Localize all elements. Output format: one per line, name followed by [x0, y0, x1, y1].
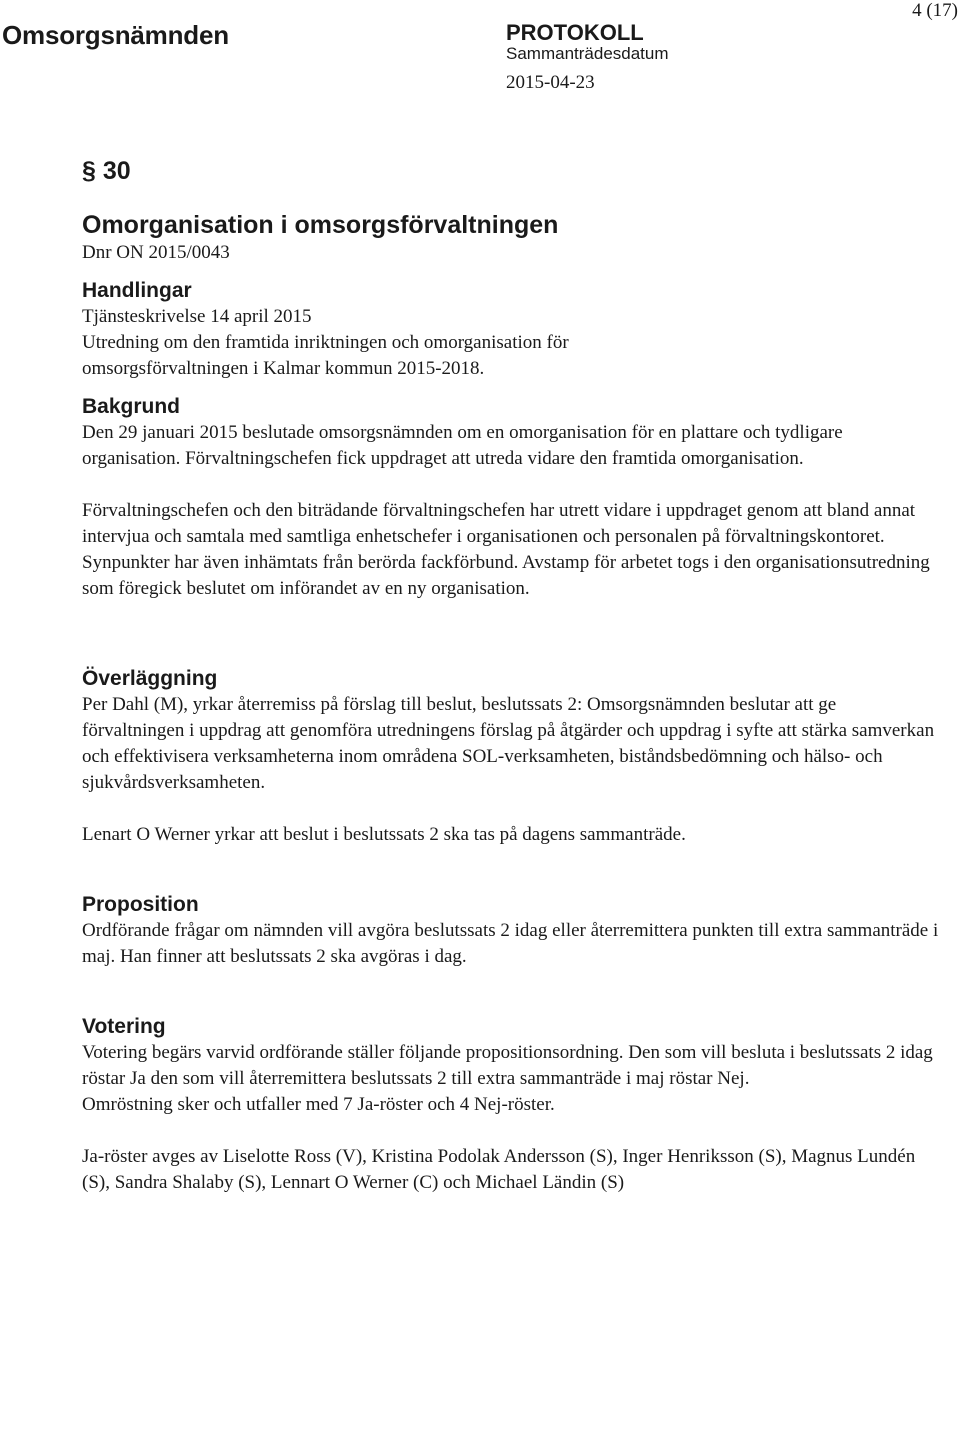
bakgrund-paragraph-2: Förvaltningschefen och den biträdande förvaltningschefen har utrett vidare i uppdraget genom att bland annat intervjua och samtala med samtliga enhetschefer i organisationen och personalen på förvaltningskontoret. Synpunkter har även inhämtats från berörda fackförbund. Avstamp för arbetet togs i den organisationsutredning som föregick beslutet om införandet av en ny organisation. — [82, 500, 930, 599]
document-type: PROTOKOLL — [506, 20, 644, 45]
votering-paragraph-1: Votering begärs varvid ordförande ställer följande propositionsordning. Den som vill besluta i beslutssats 2 idag röstar Ja den som vill återremittera beslutssats 2 till extra sammanträde i maj röstar Nej. — [82, 1042, 933, 1089]
meeting-date: 2015-04-23 — [506, 72, 595, 93]
proposition-paragraph: Ordförande frågar om nämnden vill avgöra beslutssats 2 idag eller återremittera punkten till extra sammanträde i maj. Han finner att beslutssats 2 ska avgöras i dag. — [82, 920, 939, 967]
handlingar-line: Tjänsteskrivelse 14 april 2015 — [82, 306, 312, 327]
votering-paragraph-2: Omröstning sker och utfaller med 7 Ja-röster och 4 Nej-röster. — [82, 1094, 555, 1115]
handlingar-line: omsorgsförvaltningen i Kalmar kommun 2015-2018. — [82, 358, 485, 379]
proposition-heading: Proposition — [82, 893, 199, 916]
overlaggning-paragraph-1: Per Dahl (M), yrkar återremiss på förslag till beslut, beslutssats 2: Omsorgsnämnden beslutar att ge förvaltningen i uppdrag att genomföra utredningens förslag på åtgärder och uppdrag i syfte att stärka samverkan och effektivisera verksamheterna inom områdena SOL-verksamheten, biståndsbedömning och hälso- och sjukvårdsverksamheten. — [82, 694, 935, 793]
bakgrund-heading: Bakgrund — [82, 395, 181, 418]
overlaggning-paragraph-2: Lenart O Werner yrkar att beslut i beslutssats 2 ska tas på dagens sammanträde. — [82, 824, 686, 845]
section-number: § 30 — [82, 157, 131, 185]
section-title: Omorganisation i omsorgsförvaltningen — [82, 211, 559, 239]
document-body — [82, 150, 942, 1196]
handlingar-list — [82, 304, 942, 382]
overlaggning-heading: Överläggning — [82, 667, 218, 690]
votering-heading: Votering — [82, 1015, 166, 1038]
bakgrund-paragraph-1: Den 29 januari 2015 beslutade omsorgsnämnden om en omorganisation för en plattare och tydligare organisation. Förvaltningschefen fick uppdraget att utreda vidare den framtida omorganisation. — [82, 422, 843, 469]
handlingar-line: Utredning om den framtida inriktningen och omorganisation för — [82, 332, 569, 353]
handlingar-heading: Handlingar — [82, 279, 192, 302]
page-number: 4 (17) — [912, 0, 958, 21]
diary-number: Dnr ON 2015/0043 — [82, 242, 230, 263]
meeting-date-label: Sammanträdesdatum — [506, 44, 669, 63]
votering-paragraph-3: Ja-röster avges av Liselotte Ross (V), Kristina Podolak Andersson (S), Inger Henriksson (S), Magnus Lundén (S), Sandra Shalaby (S), Lennart O Werner (C) och Michael Ländin (S) — [82, 1146, 916, 1193]
organization-name: Omsorgsnämnden — [2, 20, 229, 50]
